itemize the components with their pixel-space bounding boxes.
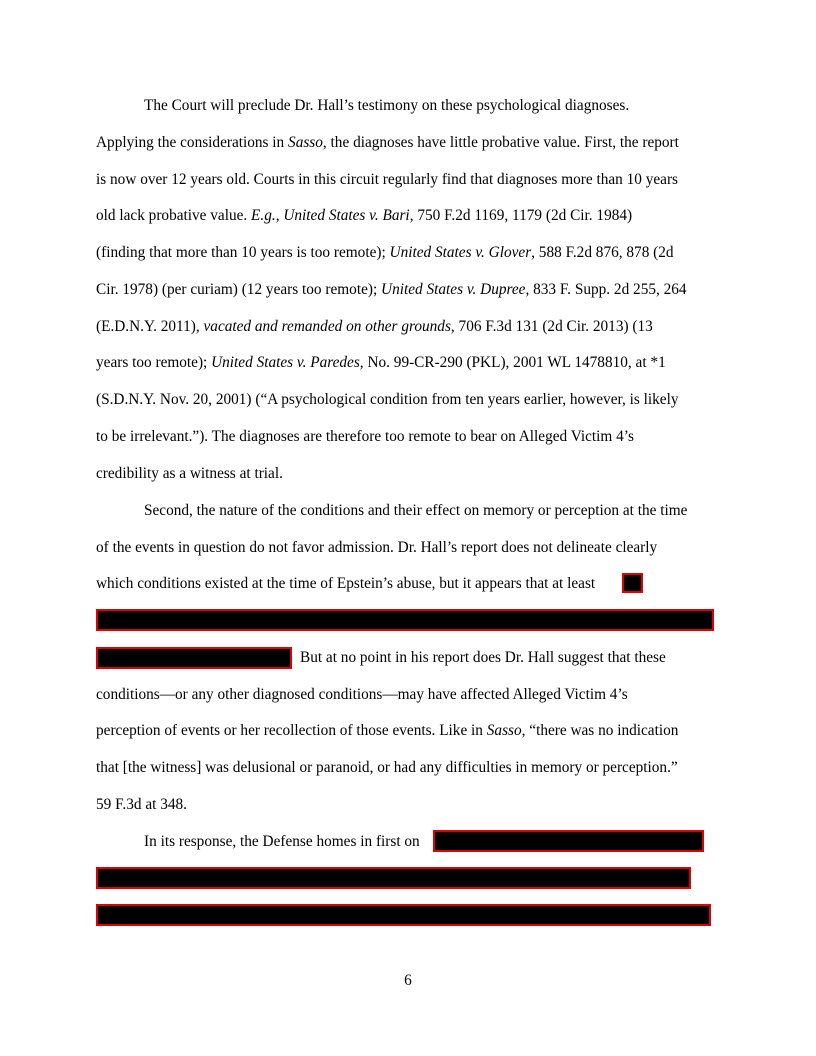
paragraph-1-line-2: Applying the considerations in Sasso, the diagnoses have little probative value. First, the report	[96, 134, 679, 151]
case-name-paredes: United States v. Paredes	[211, 354, 360, 371]
paragraph-3-line-1: In its response, the Defense homes in first on	[144, 833, 420, 850]
case-name-sasso: Sasso	[288, 134, 323, 151]
case-name-bari: United States v. Bari	[283, 207, 410, 224]
paragraph-2-line-5: But at no point in his report does Dr. Hall suggest that these	[300, 649, 666, 666]
paragraph-1-line-1: The Court will preclude Dr. Hall’s testimony on these psychological diagnoses.	[144, 97, 630, 114]
paragraph-1-line-7: (E.D.N.Y. 2011), vacated and remanded on other grounds, 706 F.3d 131 (2d Cir. 2013) (13	[96, 318, 653, 335]
paragraph-1-line-11: credibility as a witness at trial.	[96, 465, 283, 482]
redaction-box	[96, 867, 691, 889]
case-name-dupree: United States v. Dupree	[381, 281, 526, 298]
paragraph-1-line-8: years too remote); United States v. Paredes, No. 99-CR-290 (PKL), 2001 WL 1478810, at *1	[96, 354, 666, 371]
paragraph-2-line-3: which conditions existed at the time of Epstein’s abuse, but it appears that at least	[96, 575, 596, 592]
redaction-box	[622, 573, 643, 593]
paragraph-2-line-7: perception of events or her recollection of those events. Like in Sasso, “there was no indication	[96, 722, 679, 739]
case-name-glover: United States v. Glover	[389, 244, 532, 261]
paragraph-2-line-9: 59 F.3d at 348.	[96, 796, 187, 813]
paragraph-2-line-2: of the events in question do not favor admission. Dr. Hall’s report does not delineate clearly	[96, 539, 658, 556]
redaction-box	[433, 830, 704, 852]
paragraph-1-line-9: (S.D.N.Y. Nov. 20, 2001) (“A psychological condition from ten years earlier, however, is likely	[96, 391, 679, 408]
redaction-box	[96, 647, 292, 669]
paragraph-1-line-6: Cir. 1978) (per curiam) (12 years too remote); United States v. Dupree, 833 F. Supp. 2d 255, 264	[96, 281, 687, 298]
redaction-box	[96, 609, 714, 631]
case-name-sasso: Sasso	[486, 722, 522, 739]
page-number: 6	[404, 972, 412, 989]
paragraph-1-line-4: old lack probative value. E.g., United States v. Bari, 750 F.2d 1169, 1179 (2d Cir. 1984)	[96, 207, 633, 224]
redaction-box	[96, 904, 711, 926]
paragraph-1-line-5: (finding that more than 10 years is too remote); United States v. Glover, 588 F.2d 876, 878 (2d	[96, 244, 674, 261]
paragraph-1-line-10: to be irrelevant.”). The diagnoses are therefore too remote to bear on Alleged Victim 4’s	[96, 428, 634, 445]
paragraph-2-line-1: Second, the nature of the conditions and their effect on memory or perception at the time	[144, 502, 688, 519]
paragraph-2-line-8: that [the witness] was delusional or paranoid, or had any difficulties in memory or perception.”	[96, 759, 678, 776]
paragraph-1-line-3: is now over 12 years old. Courts in this circuit regularly find that diagnoses more than 10 years	[96, 171, 679, 188]
paragraph-2-line-6: conditions—or any other diagnosed conditions—may have affected Alleged Victim 4’s	[96, 686, 628, 703]
